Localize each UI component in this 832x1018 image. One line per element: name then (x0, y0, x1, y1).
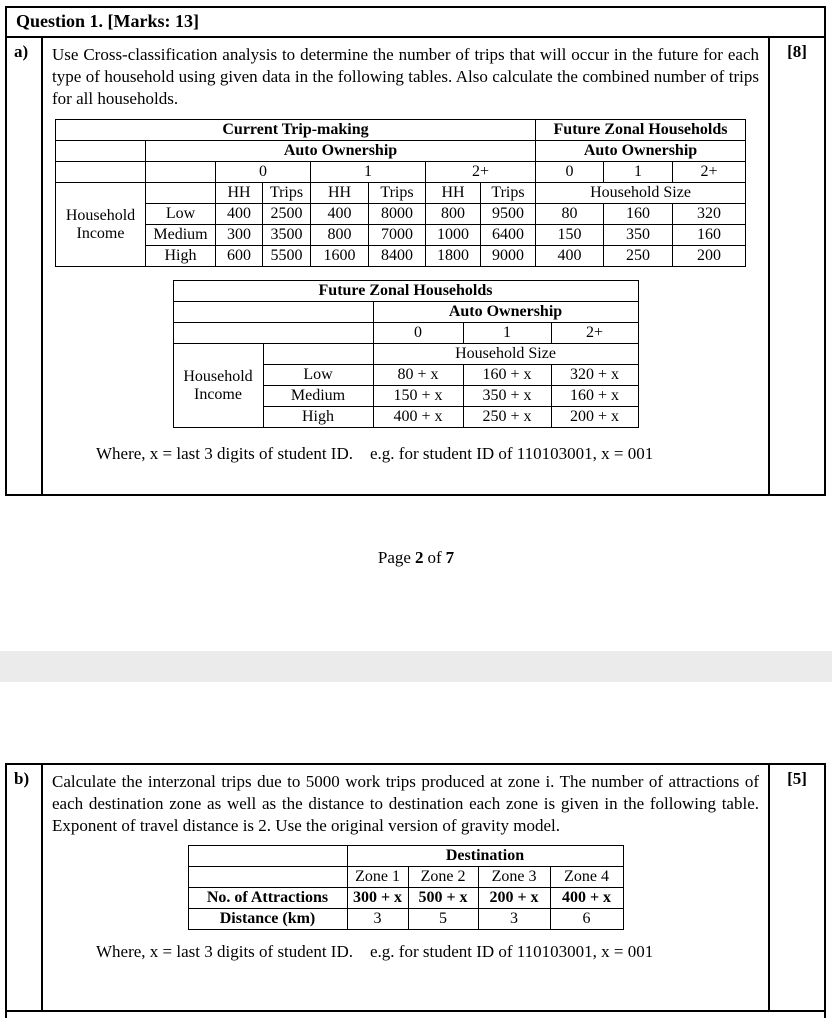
part-b-prompt: Calculate the interzonal trips due to 5000 work trips produced at zone i. The number of attractions of each destination zone as well as the distance to destination each zone is given in the following table. Exponent of travel distance is 2. Use the original version of gravity model. (52, 772, 759, 836)
row-label-cell: Medium (263, 386, 373, 407)
empty-cell (173, 302, 373, 323)
ownership-group-header: 1 (311, 162, 426, 183)
household-size-header: Household Size (536, 183, 746, 204)
household-income-label (56, 183, 146, 267)
value-cell: 3 (478, 909, 550, 930)
table-row (173, 323, 638, 344)
question-1-box (5, 6, 826, 496)
part-a-row (7, 38, 824, 494)
value-cell: 150 + x (373, 386, 463, 407)
empty-cell (56, 141, 146, 162)
table-row (188, 888, 623, 909)
value-cell: 1600 (311, 246, 369, 267)
table-row (56, 141, 746, 162)
auto-ownership-header: Auto Ownership (536, 141, 746, 162)
ownership-group-header: 2+ (551, 323, 638, 344)
current-trip-making-header: Current Trip-making (56, 120, 536, 141)
value-cell: 300 + x (347, 888, 408, 909)
table-row (56, 183, 746, 204)
value-cell: 7000 (369, 225, 426, 246)
footer-of: of (427, 548, 442, 567)
table-row (56, 204, 746, 225)
auto-ownership-header: Auto Ownership (146, 141, 536, 162)
income-label: Income (194, 385, 242, 403)
row-label-cell: Low (263, 365, 373, 386)
value-cell: 250 (604, 246, 673, 267)
value-cell: 80 + x (373, 365, 463, 386)
value-cell: 200 + x (551, 407, 638, 428)
zone-header: Zone 2 (408, 867, 478, 888)
income-label: Income (76, 224, 125, 242)
where-note-text: Where, x = last 3 digits of student ID. (96, 444, 353, 464)
value-cell: 8000 (369, 204, 426, 225)
value-cell: 160 + x (551, 386, 638, 407)
value-cell: 200 + x (478, 888, 550, 909)
attractions-label: No. of Attractions (188, 888, 347, 909)
table-row (173, 344, 638, 365)
table-row (173, 281, 638, 302)
value-cell: 200 (673, 246, 746, 267)
future-zonal-households-header: Future Zonal Households (536, 120, 746, 141)
value-cell: 350 (604, 225, 673, 246)
footer-total-pages: 7 (445, 548, 455, 567)
part-a-marks: [8] (768, 38, 824, 494)
household-label: Household (183, 367, 253, 385)
page-break-band (0, 651, 832, 682)
empty-cell (146, 162, 216, 183)
value-cell: 160 (604, 204, 673, 225)
value-cell: 250 + x (463, 407, 551, 428)
empty-cell (56, 162, 146, 183)
auto-ownership-header: Auto Ownership (373, 302, 638, 323)
footer-prefix: Page (377, 548, 411, 567)
value-cell: 9500 (481, 204, 536, 225)
empty-cell (188, 867, 347, 888)
distance-label: Distance (km) (188, 909, 347, 930)
hh-header: HH (426, 183, 481, 204)
value-cell: 400 + x (550, 888, 623, 909)
where-note-example: e.g. for student ID of 110103001, x = 001 (369, 444, 654, 464)
part-a-label: a) (7, 38, 43, 494)
empty-cell (173, 323, 373, 344)
row-label-cell: Low (146, 204, 216, 225)
question-1b-box (5, 763, 826, 1018)
part-a-content (43, 38, 768, 494)
table-row (56, 162, 746, 183)
value-cell: 300 (216, 225, 263, 246)
value-cell: 5500 (263, 246, 311, 267)
value-cell: 800 (311, 225, 369, 246)
value-cell: 400 (311, 204, 369, 225)
destination-header: Destination (347, 846, 623, 867)
table-row (173, 302, 638, 323)
value-cell: 500 + x (408, 888, 478, 909)
value-cell: 1000 (426, 225, 481, 246)
where-note-example: e.g. for student ID of 110103001, x = 001 (369, 942, 654, 962)
current-trip-making-table (55, 119, 746, 267)
hh-header: HH (311, 183, 369, 204)
value-cell: 160 (673, 225, 746, 246)
row-label-cell: Medium (146, 225, 216, 246)
zone-header: Zone 1 (347, 867, 408, 888)
household-income-label (173, 344, 263, 428)
where-note-text: Where, x = last 3 digits of student ID. (96, 942, 353, 962)
value-cell: 3500 (263, 225, 311, 246)
page-footer (0, 548, 832, 568)
destination-table (188, 845, 624, 930)
part-b-marks: [5] (768, 765, 824, 1010)
trips-header: Trips (369, 183, 426, 204)
footer-page-number: 2 (414, 548, 424, 567)
value-cell: 350 + x (463, 386, 551, 407)
value-cell: 9000 (481, 246, 536, 267)
household-label: Household (65, 206, 136, 224)
table-row (56, 120, 746, 141)
trips-header: Trips (481, 183, 536, 204)
ownership-group-header: 0 (373, 323, 463, 344)
part-b-content (43, 765, 768, 1010)
value-cell: 2500 (263, 204, 311, 225)
value-cell: 400 (216, 204, 263, 225)
part-a-prompt: Use Cross-classification analysis to determine the number of trips that will occur in the future for each type of household using given data in the following tables. Also calculate the combined number of trips for all households. (52, 45, 759, 109)
table-row (188, 909, 623, 930)
zone-header: Zone 3 (478, 867, 550, 888)
part-b-label: b) (7, 765, 43, 1010)
value-cell: 5 (408, 909, 478, 930)
hh-header: HH (216, 183, 263, 204)
value-cell: 160 + x (463, 365, 551, 386)
ownership-group-header: 1 (463, 323, 551, 344)
where-note (52, 942, 759, 962)
future-zonal-households-table (173, 280, 639, 428)
value-cell: 400 + x (373, 407, 463, 428)
trips-header: Trips (263, 183, 311, 204)
value-cell: 320 + x (551, 365, 638, 386)
value-cell: 3 (347, 909, 408, 930)
future-zonal-households-header: Future Zonal Households (173, 281, 638, 302)
empty-cell (188, 846, 347, 867)
empty-cell (263, 344, 373, 365)
value-cell: 400 (536, 246, 604, 267)
part-b-row (7, 765, 824, 1012)
question-title: Question 1. [Marks: 13] (7, 8, 824, 38)
ownership-group-header: 0 (536, 162, 604, 183)
household-size-header: Household Size (373, 344, 638, 365)
value-cell: 8400 (369, 246, 426, 267)
value-cell: 6400 (481, 225, 536, 246)
value-cell: 150 (536, 225, 604, 246)
table-row (56, 246, 746, 267)
next-row-sliver (7, 1012, 824, 1018)
value-cell: 80 (536, 204, 604, 225)
table-row (56, 225, 746, 246)
ownership-group-header: 0 (216, 162, 311, 183)
value-cell: 6 (550, 909, 623, 930)
where-note (52, 444, 759, 464)
ownership-group-header: 2+ (673, 162, 746, 183)
value-cell: 600 (216, 246, 263, 267)
row-label-cell: High (263, 407, 373, 428)
ownership-group-header: 2+ (426, 162, 536, 183)
value-cell: 1800 (426, 246, 481, 267)
value-cell: 320 (673, 204, 746, 225)
row-label-cell: High (146, 246, 216, 267)
table-row (188, 867, 623, 888)
ownership-group-header: 1 (604, 162, 673, 183)
empty-cell (146, 183, 216, 204)
value-cell: 800 (426, 204, 481, 225)
zone-header: Zone 4 (550, 867, 623, 888)
table-row (188, 846, 623, 867)
